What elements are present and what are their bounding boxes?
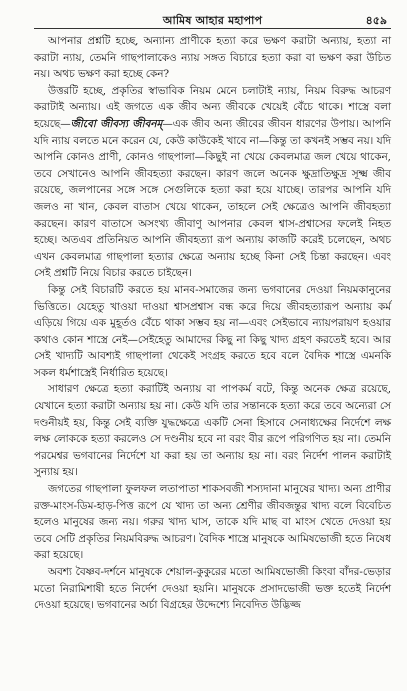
paragraph-text: অবশ্য বৈষ্ণব-দর্শনে মানুষকে শেয়াল-কুকুরের মতো আমিষভোজী কিংবা বাঁদর-ভেড়ার মতো নিরামিশাষী হতে নির্দেশ দেওয়া হয়নি। মানুষকে প্রসাদভোজী ভক্ত হতেই নির্দেশ দেওয়া হয়েছে। ভগবানের অর্চা বিগ্রহের উদ্দেশ্যে নিবেদিত উদ্ভিজ্জ xyxy=(34,566,391,612)
paragraph-text: জগতের গাছপালা ফুলফল লতাপাতা শাকসবজী শস্যদানা মানুষের খাদ্য। অন্য প্রাণীর রক্ত-মাংস-ডিম-হাড়-পিত্ত রূপে যে খাদ্য তা অন্য শ্রেণীর জীবজন্তুর খাদ্য বলে বিবেচিত হলেও মানুষের জন্য নয়। গরুর খাদ্য ঘাস, তাকে যদি মাছ বা মাংস খেতে দেওয়া হয় তবে সেটি প্রকৃতির নিয়মবিরুদ্ধ আচরণ। বৈদিক শাস্ত্রে মানুষকে আমিষভোজী হতে নিষেধ করা হয়েছে। xyxy=(34,483,391,562)
paragraph-2 xyxy=(34,83,391,282)
body-text xyxy=(34,33,391,614)
paragraph-text: সাধারণ ক্ষেত্রে হত্যা করাটিই অন্যায় বা পাপকর্ম বটে, কিন্তু অনেক ক্ষেত্র রয়েছে, যেখানে হত্যা করাটা অন্যায় হয় না। কেউ যদি তার সন্তানকে হত্যা করে তবে অন্যেরা সে দণ্ডনীয়ই হয়, কিন্তু সেই ব্যক্তি যুদ্ধক্ষেত্রে একটি সেনা হিসাবে সেনাধ্যক্ষের নির্দেশে লক্ষ লক্ষ লোককে হত্যা করলেও সে দণ্ডনীয় হবে না বরং বীর রূপে পরিগণিত হয় না। তেমনি পরমেশ্বর ভগবানের নির্দেশে যা করা হয় তা অন্যায় হয় না। বরং নির্দেশ পালন করাটাই সুন্যায় হয়। xyxy=(34,383,391,479)
running-title: আমিষ আহার মহাপাপ xyxy=(162,14,263,27)
paragraph-4 xyxy=(34,381,391,481)
paragraph-3 xyxy=(34,282,391,382)
paragraph-text: আপনার প্রশ্নটি হচ্ছে, অন্যান্য প্রাণীকে হত্যা করে ভক্ষণ করাটা অন্যায়, হত্যা না করাটা ন্যায়, তেমনি গাছপালাকেও ন্যায় সঙ্গত বিচারে হত্যা করা বা ভক্ষণ করা উচিত নয়। অথচ ভক্ষণ করা হচ্ছে কেন? xyxy=(34,35,391,81)
paragraph-1 xyxy=(34,33,391,83)
header-rule xyxy=(34,28,391,29)
sanskrit-verse: জীবো জীবস্য জীবনম্ xyxy=(70,117,163,130)
page-header xyxy=(34,6,391,28)
paragraph-text: কিন্তু সেই বিচারটি করতে হয় মানব-সমাজের জন্য ভগবানের দেওয়া নিয়মকানুনের ভিত্তিতে। যেহেতু খাওয়া দাওয়া শ্বাসপ্রশ্বাস বন্ধ করে দিয়ে জীবহত্যারূপ অন্যায় কর্ম এড়িয়ে গিয়ে এক মুহূর্তও বেঁচে থাকা সম্ভব হয় না—এবং সেইভাবে ন্যায়পরায়ণ হওয়ার কথাও কোন শাস্ত্রে নেই—সেইহেতু আমাদের কিছু না কিছু খাদ্য গ্রহণ করতেই হবে। আর সেই খাদ্যটি আবশ্যই গাছপালা থেকেই সংগ্রহ করতে হবে বলে বৈদিক শাস্ত্রে এমনকি সকল ধর্মশাস্ত্রেই নির্ধারিত হয়েছে। xyxy=(34,283,391,379)
paragraph-5 xyxy=(34,481,391,564)
paragraph-6 xyxy=(34,564,391,614)
paragraph-text: —এক জীব অন্য জীবের জীবন ধারণের উপায়। আপনি যদি ন্যায় বলতে মনে করেন যে, কেউ কাউকেই খাবে না—কিন্তু তা কখনই সম্ভব নয়। যদি আপনি কোনও প্রাণী, কোনও গাছপালা—কিছুই না খেয়ে কেবলমাত্র জল খেয়ে থাকেন, তবে সেখানেও আপনি জীবহত্যা করছেন। কারণ জলে অনেক ক্ষুদ্রাতিক্ষুদ্র সূক্ষ্ম জীব রয়েছে, জলপানের সঙ্গে সঙ্গে সেগুলিকে হত্যা করা হয়ে যাচ্ছে। তারপর আপনি যদি জলও না খান, কেবল বাতাস খেয়ে থাকেন, তাহলে সেই ক্ষেত্রেও আপনি জীবহত্যা করছেন। কারণ বাতাসে অসংখ্য জীবাণু আপনার কেবল শ্বাস-প্রশ্বাসের ফলেই নিহত হচ্ছে। অতএব প্রতিনিয়ত আপনি জীবহত্যা রূপ অন্যায় কাজটি করেই চলেছেন, অথচ এখন কেবলমাত্র গাছপালা হত্যার ক্ষেত্রে অন্যায় হচ্ছে কিনা সেই চিন্তা করছেন। এবং সেই প্রশ্নটি নিয়ে বিচার করতে চাইছেন। xyxy=(34,117,391,280)
page-number: ৪৫৯ xyxy=(365,14,387,27)
paragraph-text: উত্তরটি হচ্ছে, প্রকৃতির স্বাভাবিক নিয়ম মেনে চলাটাই ন্যায়, নিয়ম বিরুদ্ধ আচরণ করাটাই অন্যায়। এই জগতে এক জীব অন্য জীবকে খেয়েই বেঁচে থাকে। শাস্ত্রে বলা হয়েছে— xyxy=(34,84,391,130)
